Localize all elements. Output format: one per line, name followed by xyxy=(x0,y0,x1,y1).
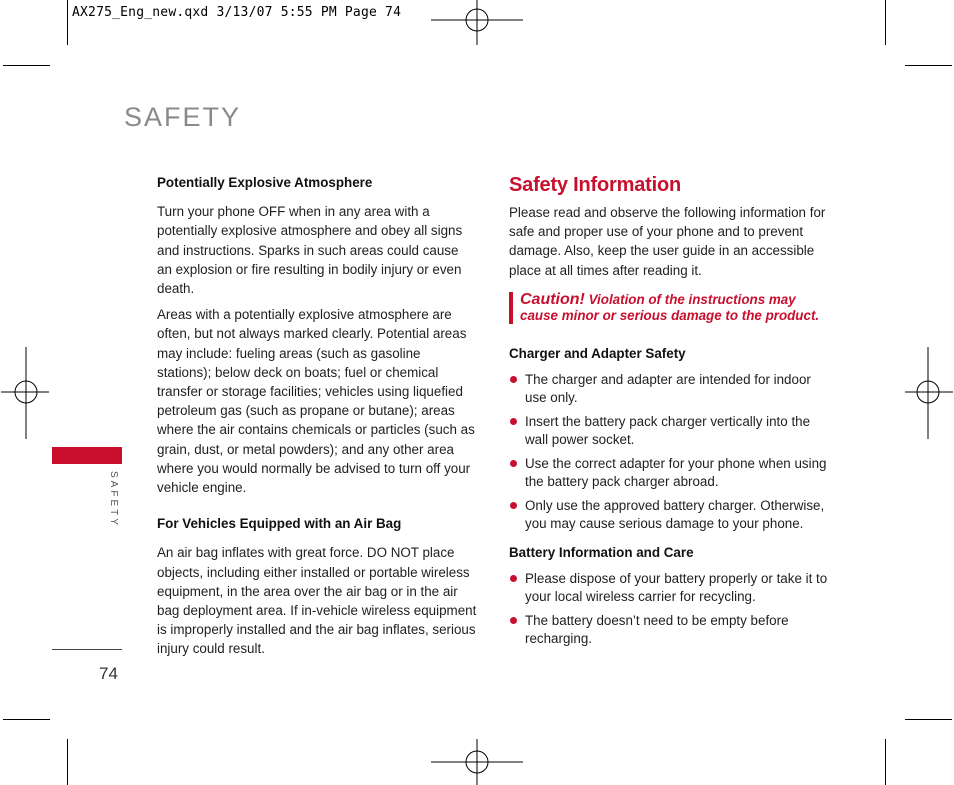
list-item-text: Only use the approved battery charger. Otherwise, you may cause serious damage to your phone. xyxy=(525,498,825,531)
side-tab-label: SAFETY xyxy=(108,471,119,528)
left-column xyxy=(157,173,477,659)
bullet-icon xyxy=(510,502,517,509)
list-item-text: Please dispose of your battery properly or take it to your local wireless carrier for recycling. xyxy=(525,571,828,604)
crop-mark-icon xyxy=(905,719,952,720)
page-title: SAFETY xyxy=(124,102,242,132)
crop-mark-icon xyxy=(885,739,886,785)
crop-mark-icon xyxy=(905,65,952,66)
list-item xyxy=(509,612,831,647)
intro-paragraph: Please read and observe the following information for safe and proper use of your phone and to prevent damage. Also, keep the user guide in an accessible place at all times after reading it. xyxy=(509,205,826,278)
bullet-icon xyxy=(510,460,517,467)
charger-list xyxy=(509,371,831,532)
registration-mark-icon xyxy=(1,347,49,439)
crop-mark-icon xyxy=(67,739,68,785)
list-item-text: Use the correct adapter for your phone when using the battery pack charger abroad. xyxy=(525,456,827,489)
list-item-text: The charger and adapter are intended for indoor use only. xyxy=(525,372,811,405)
explosive-paragraph-2: Areas with a potentially explosive atmosphere are often, but not always marked clearly. Potential areas may include: fueling areas (such as gasoline stations); below deck on boats; fuel or chemical transfer or storage facilities; vehicles using liquefied petroleum gas (such as propane or butane); areas where the air contains chemicals or particles (such as grain, dust, or metal powders); and any other area where you would normally be advised to turn off your vehicle engine. xyxy=(157,307,475,496)
registration-mark-icon xyxy=(431,0,523,45)
crop-mark-icon xyxy=(3,719,50,720)
page-number: 74 xyxy=(99,664,118,683)
list-item xyxy=(509,413,831,448)
crop-mark-icon xyxy=(67,0,68,45)
list-item xyxy=(509,497,831,532)
list-item-text: The battery doesn’t need to be empty before recharging. xyxy=(525,613,789,646)
list-item-text: Insert the battery pack charger vertically into the wall power socket. xyxy=(525,414,811,447)
caution-note xyxy=(509,292,831,324)
explosive-heading: Potentially Explosive Atmosphere xyxy=(157,175,373,190)
right-column xyxy=(509,173,831,654)
registration-mark-icon xyxy=(905,347,953,439)
list-item xyxy=(509,455,831,490)
bullet-icon xyxy=(510,376,517,383)
caution-word: Caution! xyxy=(520,290,585,308)
list-item xyxy=(509,570,831,605)
section-heading: Safety Information xyxy=(509,174,681,196)
caution-text: Violation of the instructions may cause minor or serious damage to the product. xyxy=(520,291,820,323)
bullet-icon xyxy=(510,418,517,425)
bullet-icon xyxy=(510,617,517,624)
airbag-paragraph: An air bag inflates with great force. DO NOT place objects, including either installed or portable wireless equipment, in the area over the air bag or in the air bag deployment area. If in-vehicle wireless equipment is improperly installed and the air bag inflates, serious injury could result. xyxy=(157,545,477,657)
explosive-paragraph-1: Turn your phone OFF when in any area with a potentially explosive atmosphere and obey all signs and instructions. Sparks in such areas could cause an explosion or fire resulting in bodily injury or even death. xyxy=(157,204,463,297)
section-tab xyxy=(52,447,122,464)
charger-heading: Charger and Adapter Safety xyxy=(509,345,686,361)
registration-mark-icon xyxy=(431,739,523,785)
battery-list xyxy=(509,570,831,647)
crop-mark-icon xyxy=(885,0,886,45)
list-item xyxy=(509,371,831,406)
print-slug: AX275_Eng_new.qxd 3/13/07 5:55 PM Page 74 xyxy=(72,5,402,20)
bullet-icon xyxy=(510,575,517,582)
battery-heading: Battery Information and Care xyxy=(509,545,694,561)
crop-mark-icon xyxy=(3,65,50,66)
airbag-heading: For Vehicles Equipped with an Air Bag xyxy=(157,516,402,532)
page-number-rule xyxy=(52,649,122,650)
